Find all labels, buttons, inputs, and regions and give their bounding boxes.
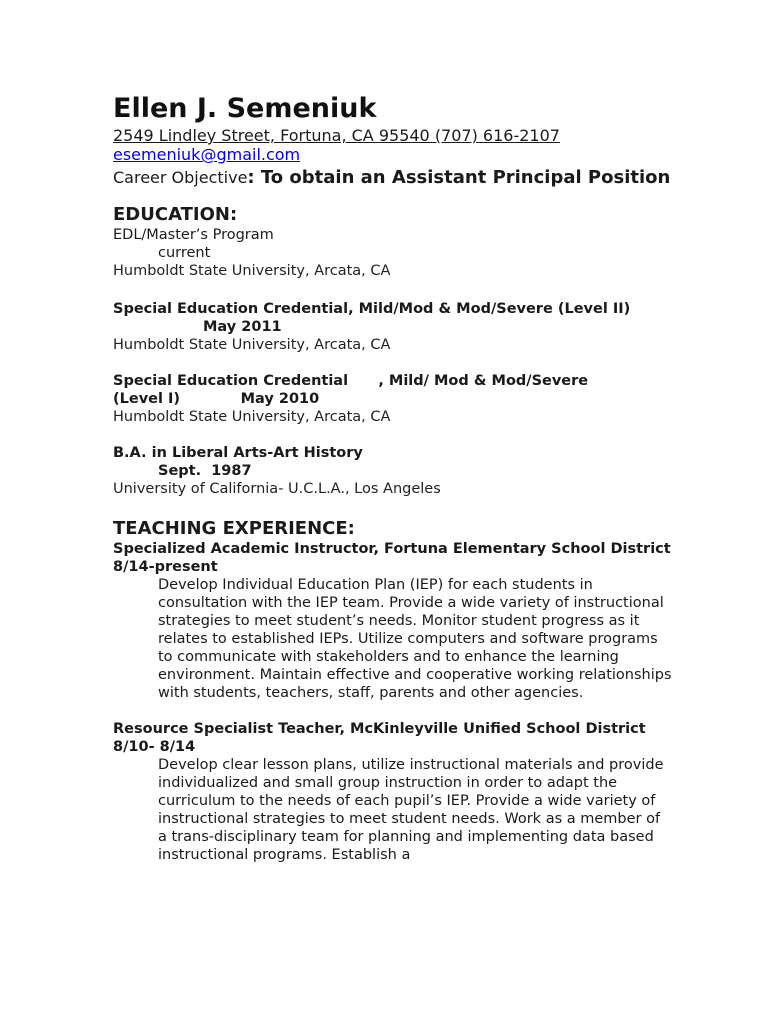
experience-heading: TEACHING EXPERIENCE: (113, 518, 355, 539)
objective-text: : To obtain an Assistant Principal Position (247, 167, 671, 188)
institution: Humboldt State University, Arcata, CA (113, 409, 391, 425)
applicant-name: Ellen J. Semeniuk (113, 93, 377, 124)
institution: University of California- U.C.L.A., Los Angeles (113, 481, 441, 497)
resume-page (113, 92, 702, 864)
degree-date: May 2011 (203, 319, 282, 335)
education-item (113, 372, 673, 426)
job-title: Resource Specialist Teacher, McKinleyville Unified School District 8/10- 8/14 (113, 721, 676, 755)
institution: Humboldt State University, Arcata, CA (113, 337, 391, 353)
contact-address-phone: 2549 Lindley Street, Fortuna, CA 95540 (707) 616-2107 (113, 126, 560, 145)
degree-date: current (158, 245, 211, 261)
career-objective (113, 166, 673, 190)
degree-title: Special Education Credential , Mild/ Mod & Mod/Severe (Level I) May 2010 (113, 373, 594, 407)
degree-title: Special Education Credential, Mild/Mod & Mod/Severe (Level II) (113, 301, 631, 317)
job-description: Develop clear lesson plans, utilize instructional materials and provide individualized and small group instruction in order to adapt the curriculum to the needs of each pupil’s IEP. Provide a wide variety of instructional strategies to meet student needs. Work as a member of a trans-disciplinary team for planning and implementing data based instructional programs. Establish a (158, 757, 664, 863)
education-heading: EDUCATION: (113, 204, 238, 225)
degree-title: B.A. in Liberal Arts-Art History (113, 445, 363, 461)
education-item (113, 444, 673, 498)
experience-item (113, 540, 702, 702)
degree-date: Sept. 1987 (158, 463, 252, 479)
job-description: Develop Individual Education Plan (IEP) for each students in consultation with the IEP team. Provide a wide variety of instructional strategies to meet student’s needs. Monitor student progress as it relates to established IEPs. Utilize computers and software programs to communicate with stakeholders and to enhance the learning environment. Maintain effective and cooperative working relationships with students, teachers, staff, parents and other agencies. (158, 577, 672, 701)
education-item (113, 300, 673, 354)
education-item (113, 226, 673, 280)
job-title: Specialized Academic Instructor, Fortuna Elementary School District 8/14-present (113, 541, 702, 575)
email-link[interactable]: esemeniuk@gmail.com (113, 145, 301, 164)
institution: Humboldt State University, Arcata, CA (113, 263, 391, 279)
degree-title: EDL/Master’s Program (113, 227, 274, 243)
experience-item (113, 720, 676, 864)
objective-label: Career Objective (113, 168, 248, 187)
